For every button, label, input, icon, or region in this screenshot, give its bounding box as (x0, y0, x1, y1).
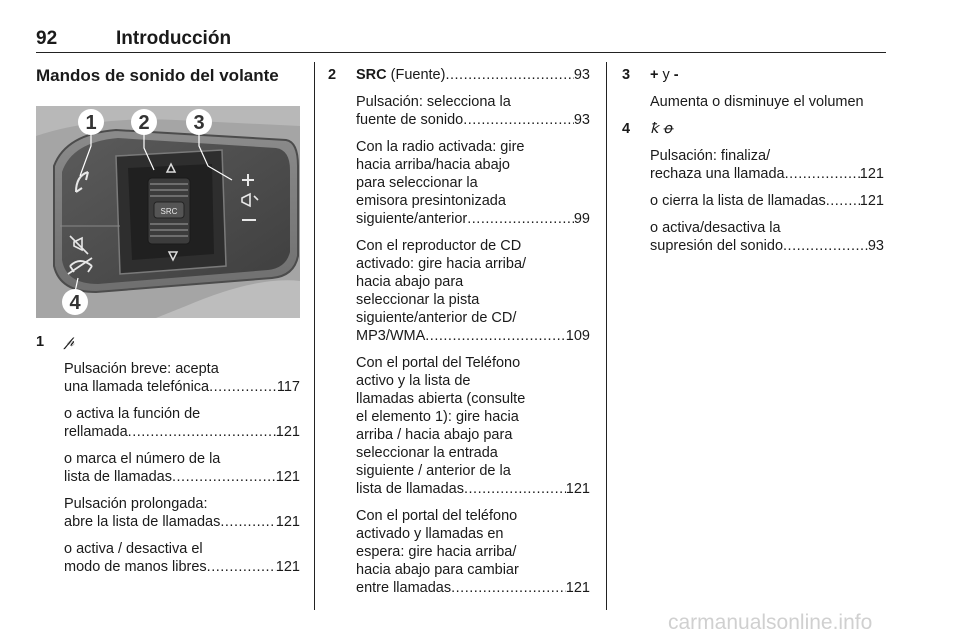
line-text: seleccionar la pista (356, 292, 480, 308)
reference-line (650, 165, 884, 183)
item-number: 2 (328, 67, 337, 83)
text-line (356, 507, 590, 525)
line-text: o cierra la lista de llamadas (650, 193, 826, 209)
page-reference[interactable]: 121 (275, 424, 300, 440)
line-text: Con el reproductor de CD (356, 238, 522, 254)
line-text: siguiente/anterior de CD/ (356, 310, 517, 326)
section-title: Mandos de sonido del volante (36, 66, 279, 85)
item-1 (36, 333, 300, 576)
item-2 (328, 66, 590, 597)
text-line (650, 219, 884, 237)
dot-leader (785, 165, 860, 183)
text-block (650, 93, 884, 111)
column-divider-2 (606, 62, 607, 610)
reference-line (356, 327, 590, 345)
text-line (650, 93, 884, 111)
dot-leader (464, 480, 566, 498)
item-number: 1 (36, 334, 45, 350)
item-3-title (650, 66, 884, 84)
page-reference[interactable]: 121 (275, 469, 300, 485)
reference-line (64, 513, 300, 531)
text-line (356, 354, 590, 372)
text-line (356, 408, 590, 426)
text-line (356, 156, 590, 174)
dot-leader (207, 558, 276, 576)
line-text: MP3/WMA (356, 328, 426, 344)
text-line (356, 138, 590, 156)
text-line (356, 390, 590, 408)
reference-line (356, 111, 590, 129)
line-text: Pulsación prolongada: (64, 496, 208, 512)
text-line (356, 291, 590, 309)
minus-label: - (673, 67, 679, 83)
text-line (356, 93, 590, 111)
item-number: 3 (622, 67, 631, 83)
line-text: el elemento 1): gire hacia (356, 409, 519, 425)
column-3 (622, 66, 884, 264)
text-line (64, 360, 300, 378)
line-text: Aumenta o disminuye el volumen (650, 94, 864, 110)
line-text: hacia abajo para cambiar (356, 562, 519, 578)
line-text: abre la lista de llamadas (64, 514, 221, 530)
line-text: o activa/desactiva la (650, 220, 781, 236)
item-2-blocks (356, 93, 590, 597)
text-line (356, 309, 590, 327)
dot-leader (172, 468, 276, 486)
text-line (650, 147, 884, 165)
column-divider-1 (314, 62, 315, 610)
item-3-blocks (650, 93, 884, 111)
line-text: Con el portal del teléfono (356, 508, 518, 524)
text-line (356, 174, 590, 192)
dot-leader (220, 513, 275, 531)
reference-line (356, 210, 590, 228)
callout-4 (62, 289, 88, 315)
dot-leader (826, 192, 860, 210)
text-line (64, 405, 300, 423)
line-text: supresión del sonido (650, 238, 784, 254)
line-text: siguiente/anterior (356, 211, 468, 227)
line-text: entre llamadas (356, 580, 452, 596)
line-text: lista de llamadas (356, 481, 464, 497)
text-line (64, 450, 300, 468)
svg-text:4: 4 (69, 292, 81, 314)
line-text: activado: gire hacia arriba/ (356, 256, 527, 272)
page-reference[interactable]: 93 (867, 238, 884, 254)
item-4-blocks (650, 147, 884, 255)
text-line (356, 543, 590, 561)
steering-wheel-controls-figure (36, 106, 300, 318)
phone-pickup-icon: 𝓅 (64, 334, 75, 350)
page-header (36, 26, 886, 53)
text-line (64, 540, 300, 558)
line-text: siguiente / anterior de la (356, 463, 511, 479)
text-line (356, 462, 590, 480)
src-wheel-label: SRC (160, 207, 178, 216)
line-text: Pulsación breve: acepta (64, 361, 219, 377)
dot-leader (209, 378, 277, 396)
line-text: llamadas abierta (consulte (356, 391, 526, 407)
column-1 (36, 333, 300, 585)
reference-line (64, 378, 300, 396)
plus-label: + (650, 67, 659, 83)
svg-text:2: 2 (138, 112, 150, 134)
src-label: SRC (356, 67, 387, 83)
svg-text:3: 3 (193, 112, 205, 134)
text-line (356, 192, 590, 210)
page-reference[interactable]: 93 (573, 112, 590, 128)
mute-hangup-icon: ꝁ ꝋ (650, 121, 673, 137)
text-line (356, 561, 590, 579)
line-text: o activa la función de (64, 406, 201, 422)
page-reference[interactable]: 121 (275, 514, 300, 530)
item-4 (622, 120, 884, 255)
line-text: hacia arriba/hacia abajo (356, 157, 510, 173)
line-text: Con el portal del Teléfono (356, 355, 521, 371)
watermark: carmanualsonline.info (668, 611, 873, 634)
item-2-title (356, 66, 590, 84)
line-text: para seleccionar la (356, 175, 478, 191)
text-block (64, 405, 300, 441)
page-reference[interactable]: 121 (565, 481, 590, 497)
page-reference[interactable]: 99 (573, 211, 590, 227)
callout-1 (78, 109, 104, 135)
callout-3 (186, 109, 212, 135)
running-section-title: Introducción (116, 28, 232, 49)
line-text: lista de llamadas (64, 469, 172, 485)
text-line (356, 426, 590, 444)
text-line (356, 525, 590, 543)
page-reference[interactable]: 121 (565, 580, 590, 596)
reference-line (64, 558, 300, 576)
line-text: o activa / desactiva el (64, 541, 203, 557)
reference-line (64, 468, 300, 486)
reference-line (356, 480, 590, 498)
line-text: activado y llamadas en (356, 526, 504, 542)
text-block (64, 495, 300, 531)
column-2 (328, 66, 590, 606)
line-text: fuente de sonido (356, 112, 464, 128)
src-title-rest: (Fuente) (386, 67, 446, 83)
line-text: seleccionar la entrada (356, 445, 498, 461)
y-label: y (658, 67, 674, 83)
reference-line (356, 579, 590, 597)
text-line (356, 273, 590, 291)
dot-leader (463, 111, 574, 129)
text-block (650, 147, 884, 183)
text-line (356, 255, 590, 273)
text-block (64, 540, 300, 576)
line-text: Pulsación: selecciona la (356, 94, 511, 110)
line-text: rechaza una llamada (650, 166, 785, 182)
page-reference[interactable]: 93 (573, 67, 590, 83)
page-reference[interactable]: 121 (275, 559, 300, 575)
text-block (356, 507, 590, 597)
dot-leader (451, 579, 566, 597)
line-text: arriba / hacia abajo para (356, 427, 513, 443)
page-reference[interactable]: 109 (565, 328, 590, 344)
text-block (356, 93, 590, 129)
line-text: espera: gire hacia arriba/ (356, 544, 517, 560)
line-text: o marca el número de la (64, 451, 221, 467)
item-number: 4 (622, 121, 631, 137)
item-3 (622, 66, 884, 111)
text-block (650, 192, 884, 210)
line-text: activo y la lista de (356, 373, 471, 389)
line-text: emisora presintonizada (356, 193, 506, 209)
item-1-blocks (64, 360, 300, 576)
callout-2 (131, 109, 157, 135)
svg-text:1: 1 (85, 112, 97, 134)
page-number: 92 (36, 28, 58, 49)
line-text: Pulsación: finaliza/ (650, 148, 771, 164)
line-text: hacia abajo para (356, 274, 464, 290)
line-text: rellamada (64, 424, 128, 440)
page-reference[interactable]: 121 (859, 193, 884, 209)
page-reference[interactable]: 117 (276, 379, 300, 395)
text-block (650, 219, 884, 255)
line-text: modo de manos libres (64, 559, 207, 575)
line-text: una llamada telefónica (64, 379, 210, 395)
reference-line (650, 192, 884, 210)
text-block (64, 450, 300, 486)
reference-line (650, 237, 884, 255)
text-line (356, 444, 590, 462)
text-line (356, 372, 590, 390)
page-reference[interactable]: 121 (859, 166, 884, 182)
text-line (64, 495, 300, 513)
dot-leader (128, 423, 276, 441)
reference-line (64, 423, 300, 441)
dot-leader (467, 210, 574, 228)
text-block (356, 138, 590, 228)
line-text: Con la radio activada: gire (356, 139, 525, 155)
text-block (356, 237, 590, 345)
text-block (356, 354, 590, 498)
text-line (356, 237, 590, 255)
dot-leader (425, 327, 566, 345)
text-block (64, 360, 300, 396)
dot-leader (783, 237, 868, 255)
